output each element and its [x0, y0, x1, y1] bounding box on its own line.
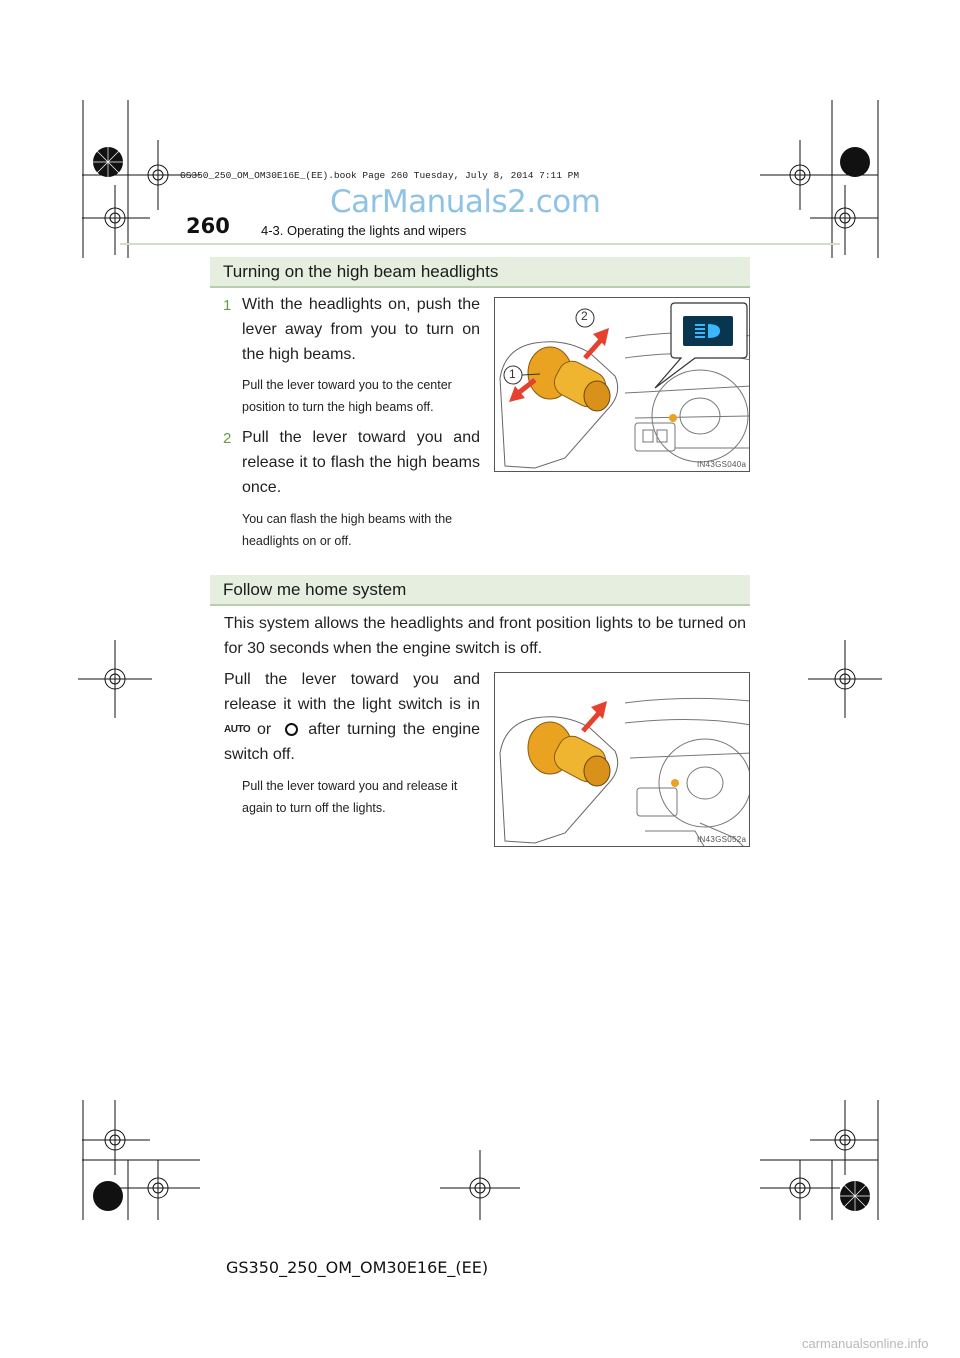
section-heading-high-beam [210, 257, 750, 288]
page-number: 260 [186, 214, 230, 238]
figure-high-beam-lever [494, 297, 750, 472]
section-title: Turning on the high beam headlights [223, 261, 499, 281]
instruction-part-a: Pull the lever toward you and release it with the light switch is in [224, 671, 480, 713]
follow-me-home-instruction [224, 667, 480, 767]
or-word: or [257, 721, 272, 738]
section-heading-follow-me-home [210, 575, 750, 606]
follow-me-home-note: Pull the lever toward you and release it again to turn off the lights. [242, 779, 458, 815]
step-1-text: With the headlights on, push the lever away from you to turn on the high beams. [242, 296, 480, 363]
site-watermark: CarManuals2.com [330, 184, 601, 220]
figure-code: IN43GS052a [697, 835, 747, 844]
section-title: Follow me home system [223, 579, 407, 599]
headlight-symbol-icon [285, 723, 298, 736]
lever-illustration [495, 298, 750, 472]
figure-callout-1: 1 [509, 367, 516, 381]
step-number-1: 1 [223, 297, 232, 314]
follow-me-home-intro: This system allows the headlights and front position lights to be turned on for 30 seconds when the engine switch is off. [224, 615, 746, 657]
step-2-text: Pull the lever toward you and release it to flash the high beams once. [242, 429, 480, 496]
step-2-note: You can flash the high beams with the headlights on or off. [242, 512, 453, 548]
header-rule [120, 243, 840, 245]
chapter-title: 4-3. Operating the lights and wipers [261, 223, 467, 238]
figure-callout-2: 2 [581, 309, 588, 323]
step-number-2: 2 [223, 430, 232, 447]
bottom-watermark: carmanualsonline.info [802, 1336, 929, 1351]
lever-illustration-2 [495, 673, 750, 847]
figure-follow-me-home-lever [494, 672, 750, 847]
step-1-note: Pull the lever toward you to the center position to turn the high beams off. [242, 378, 452, 414]
model-code: GS350_250_OM_OM30E16E_(EE) [226, 1258, 489, 1277]
book-file-line: GS350_250_OM_OM30E16E_(EE).book Page 260 Tuesday, July 8, 2014 7:11 PM [180, 170, 580, 181]
figure-code: IN43GS040a [697, 460, 747, 469]
auto-symbol-icon: AUTO [224, 724, 251, 736]
instruction-part-b: after turning the engine switch off. [224, 721, 480, 764]
